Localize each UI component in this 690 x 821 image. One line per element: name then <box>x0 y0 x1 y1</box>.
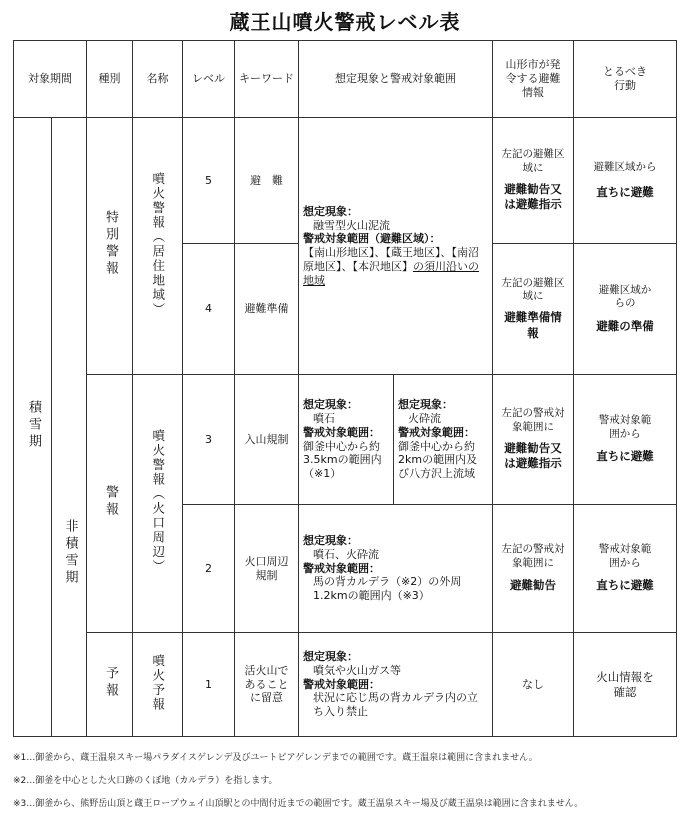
action-level-3 <box>574 375 677 505</box>
phen-3b-t1: 火砕流 <box>408 412 441 425</box>
phen-3b-h2: 警戒対象範囲： <box>398 425 475 439</box>
info-5-pre: 左記の避難区域に <box>501 148 565 174</box>
phen-45-t3: の須川沿いの地域 <box>303 259 479 287</box>
keyword-level-1-text: 活火山であることに留意 <box>244 663 289 705</box>
alert-level-table <box>13 40 677 737</box>
footnote-2: ※2…御釜を中心とした火口跡のくぼ地（カルデラ）を指します。 <box>13 776 278 786</box>
action-5-pre: 避難区域から <box>593 160 657 173</box>
info-level-1: なし <box>493 633 574 737</box>
type-forecast: 予報 <box>102 665 118 700</box>
action-2-bold: 直ちに避難 <box>596 578 654 593</box>
keyword-level-1 <box>235 633 299 737</box>
info-2-bold: 避難勧告 <box>510 578 556 593</box>
name-special-cell <box>133 118 183 375</box>
period-snow: 積雪期 <box>25 399 41 451</box>
header-city-info-text: 山形市が発令する避難情報 <box>505 58 561 99</box>
action-3-pre: 警戒対象範囲から <box>598 414 652 440</box>
blank-cell-upper <box>52 118 87 375</box>
header-period: 対象期間 <box>14 41 87 118</box>
info-4-bold: 避難準備情報 <box>504 310 562 340</box>
info-level-4 <box>493 244 574 375</box>
phen-45-h2: 警戒対象範囲（避難区域）： <box>303 232 441 246</box>
keyword-level-3: 入山規制 <box>235 375 299 505</box>
name-forecast-cell <box>133 633 183 737</box>
footnotes <box>13 750 683 819</box>
keyword-level-5: 避 難 <box>235 118 299 244</box>
level-3: 3 <box>183 375 235 505</box>
keyword-level-2-text: 火口周辺規制 <box>244 554 289 582</box>
action-level-2 <box>574 505 677 633</box>
action-level-1 <box>574 633 677 737</box>
type-special: 特別警報 <box>102 210 118 279</box>
period-nonsnow: 非積雪期 <box>62 519 78 588</box>
page-title: 蔵王山噴火警戒レベル表 <box>229 10 461 34</box>
action-level-5 <box>574 118 677 244</box>
phen-2-t1: 噴石、火砕流 <box>313 547 379 561</box>
phen-3b-t2: 御釜中心から約2kmの範囲内及び八方沢上流域 <box>398 439 478 480</box>
phenomena-level-3b <box>394 375 493 505</box>
row-level-1 <box>14 633 677 737</box>
action-5-bold: 直ちに避難 <box>596 184 654 199</box>
info-4-pre: 左記の避難区域に <box>501 276 565 303</box>
info-level-3 <box>493 375 574 505</box>
info-2-pre: 左記の警戒対象範囲に <box>501 543 565 569</box>
row-level-3 <box>14 375 677 505</box>
phenomena-level-2 <box>299 505 493 633</box>
phen-2-h2: 警戒対象範囲： <box>303 561 380 575</box>
row-level-5 <box>14 118 677 244</box>
phen-2-t2: 馬の背カルデラ（※2）の外周1.2kmの範囲内（※3） <box>313 575 462 603</box>
phen-45-t1: 融雪型火山泥流 <box>313 218 390 232</box>
type-forecast-cell <box>87 633 133 737</box>
period-snow-cell <box>14 118 52 737</box>
name-warning: 噴火警報（火口周辺） <box>150 429 166 575</box>
header-phenomena: 想定現象と警戒対象範囲 <box>299 41 493 118</box>
keyword-level-2 <box>235 505 299 633</box>
phen-3a-h2: 警戒対象範囲： <box>303 425 380 439</box>
action-3-bold: 直ちに避難 <box>596 449 654 464</box>
type-special-cell <box>87 118 133 375</box>
header-action <box>574 41 677 118</box>
phen-1-h1: 想定現象： <box>303 650 358 664</box>
info-level-5 <box>493 118 574 244</box>
phen-45-h1: 想定現象： <box>303 204 358 218</box>
phen-3a-t1: 噴石 <box>313 412 335 425</box>
phen-3a-t2: 御釜中心から約3.5kmの範囲内（※1） <box>303 439 382 480</box>
header-keyword: キーワード <box>235 41 299 118</box>
footnote-3: ※3…御釜から、熊野岳山頂と蔵王ロープウェイ山頂駅との中間付近までの範囲です。蔵王温泉スキー場及び蔵王温泉は範囲に含まれません。 <box>13 799 584 809</box>
action-2-pre: 警戒対象範囲から <box>598 543 652 569</box>
phen-3a-h1: 想定現象： <box>303 398 358 412</box>
level-4: 4 <box>183 244 235 375</box>
level-1: 1 <box>183 633 235 737</box>
header-type: 種別 <box>87 41 133 118</box>
phen-1-h2: 警戒対象範囲： <box>303 677 380 691</box>
header-row <box>14 41 677 118</box>
phenomena-level-3a <box>299 375 394 505</box>
footnote-1: ※1…御釜から、蔵王温泉スキー場パラダイスゲレンデ及びユートピアゲレンデまでの範囲です。蔵王温泉は範囲に含まれません。 <box>13 753 538 763</box>
type-warning-cell <box>87 375 133 633</box>
level-5: 5 <box>183 118 235 244</box>
level-2: 2 <box>183 505 235 633</box>
phenomena-level-4-5 <box>299 118 493 375</box>
header-level: レベル <box>183 41 235 118</box>
action-1-text: 火山情報を確認 <box>596 670 654 699</box>
header-action-text: とるべき行動 <box>603 65 647 92</box>
phen-1-t1: 噴気や火山ガス等 <box>313 663 401 677</box>
phenomena-level-1 <box>299 633 493 737</box>
phen-3b-h1: 想定現象： <box>398 398 453 412</box>
header-name: 名称 <box>133 41 183 118</box>
phen-45-t2: 【南山形地区】、【蔵王地区】、【南沼原地区】、【本沢地区】 <box>303 246 479 273</box>
info-3-bold: 避難勧告又は避難指示 <box>504 440 562 471</box>
info-level-2 <box>493 505 574 633</box>
info-3-pre: 左記の警戒対象範囲に <box>501 407 565 433</box>
phen-2-h1: 想定現象： <box>303 534 358 548</box>
action-4-pre: 避難区域からの <box>598 283 652 310</box>
name-warning-cell <box>133 375 183 633</box>
header-city-info <box>493 41 574 118</box>
period-nonsnow-cell <box>52 375 87 737</box>
keyword-level-4: 避難準備 <box>235 244 299 375</box>
name-forecast: 噴火予報 <box>150 653 166 712</box>
type-warning: 警報 <box>102 484 118 519</box>
phen-1-t2: 状況に応じ馬の背カルデラ内の立ち入り禁止 <box>313 691 478 719</box>
action-level-4 <box>574 244 677 375</box>
info-5-bold: 避難勧告又は避難指示 <box>504 181 562 212</box>
action-4-bold: 避難の準備 <box>596 318 654 333</box>
name-special: 噴火警報（居住地域） <box>150 171 166 317</box>
